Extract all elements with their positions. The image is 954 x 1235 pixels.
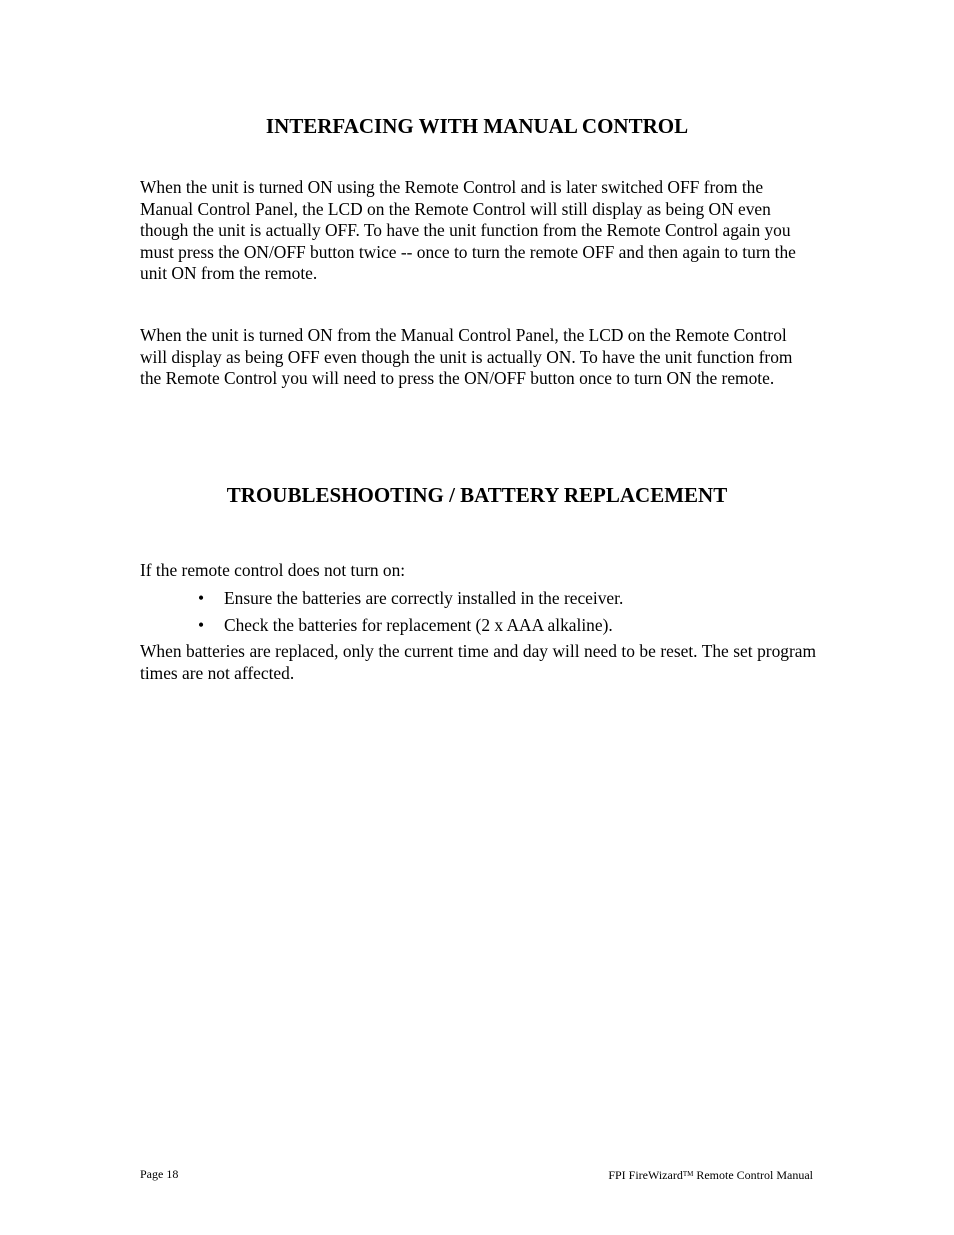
interfacing-paragraph-2: When the unit is turned ON from the Manual Control Panel, the LCD on the Remote Control will display as being OFF even though the unit is actually ON. To have the unit function from the Remote Control you will need to press the ON/OFF button once to turn ON the remote. (140, 325, 793, 388)
list-item-text: Ensure the batteries are correctly installed in the receiver. (224, 588, 624, 608)
battery-replacement-note: When batteries are replaced, only the current time and day will need to be reset. The set program times are not affected. (140, 641, 816, 683)
manual-title-prefix: FPI FireWizard (608, 1168, 683, 1182)
troubleshooting-intro: If the remote control does not turn on: (140, 560, 406, 580)
list-item (140, 588, 816, 615)
list-item-text: Check the batteries for replacement (2 x AAA alkaline). (224, 615, 613, 635)
bullet-icon: • (198, 588, 205, 608)
manual-title-suffix: Remote Control Manual (693, 1168, 813, 1182)
manual-title (608, 1166, 813, 1183)
section-heading-interfacing: INTERFACING WITH MANUAL CONTROL (265, 114, 689, 138)
section-heading-troubleshooting: TROUBLESHOOTING / BATTERY REPLACEMENT (226, 483, 728, 507)
trademark-symbol: TM (682, 1170, 694, 1178)
troubleshooting-list (140, 588, 816, 642)
list-item (140, 615, 816, 642)
interfacing-paragraph-1: When the unit is turned ON using the Remote Control and is later switched OFF from the Manual Control Panel, the LCD on the Remote Control will still display as being ON even though the unit is actually OFF. To have the unit function from the Remote Control again you must press the ON/OFF button twice -- once to turn the remote OFF and then again to turn the unit ON from the remote. (140, 177, 796, 283)
page-number: Page 18 (140, 1167, 179, 1181)
bullet-icon: • (198, 615, 205, 635)
